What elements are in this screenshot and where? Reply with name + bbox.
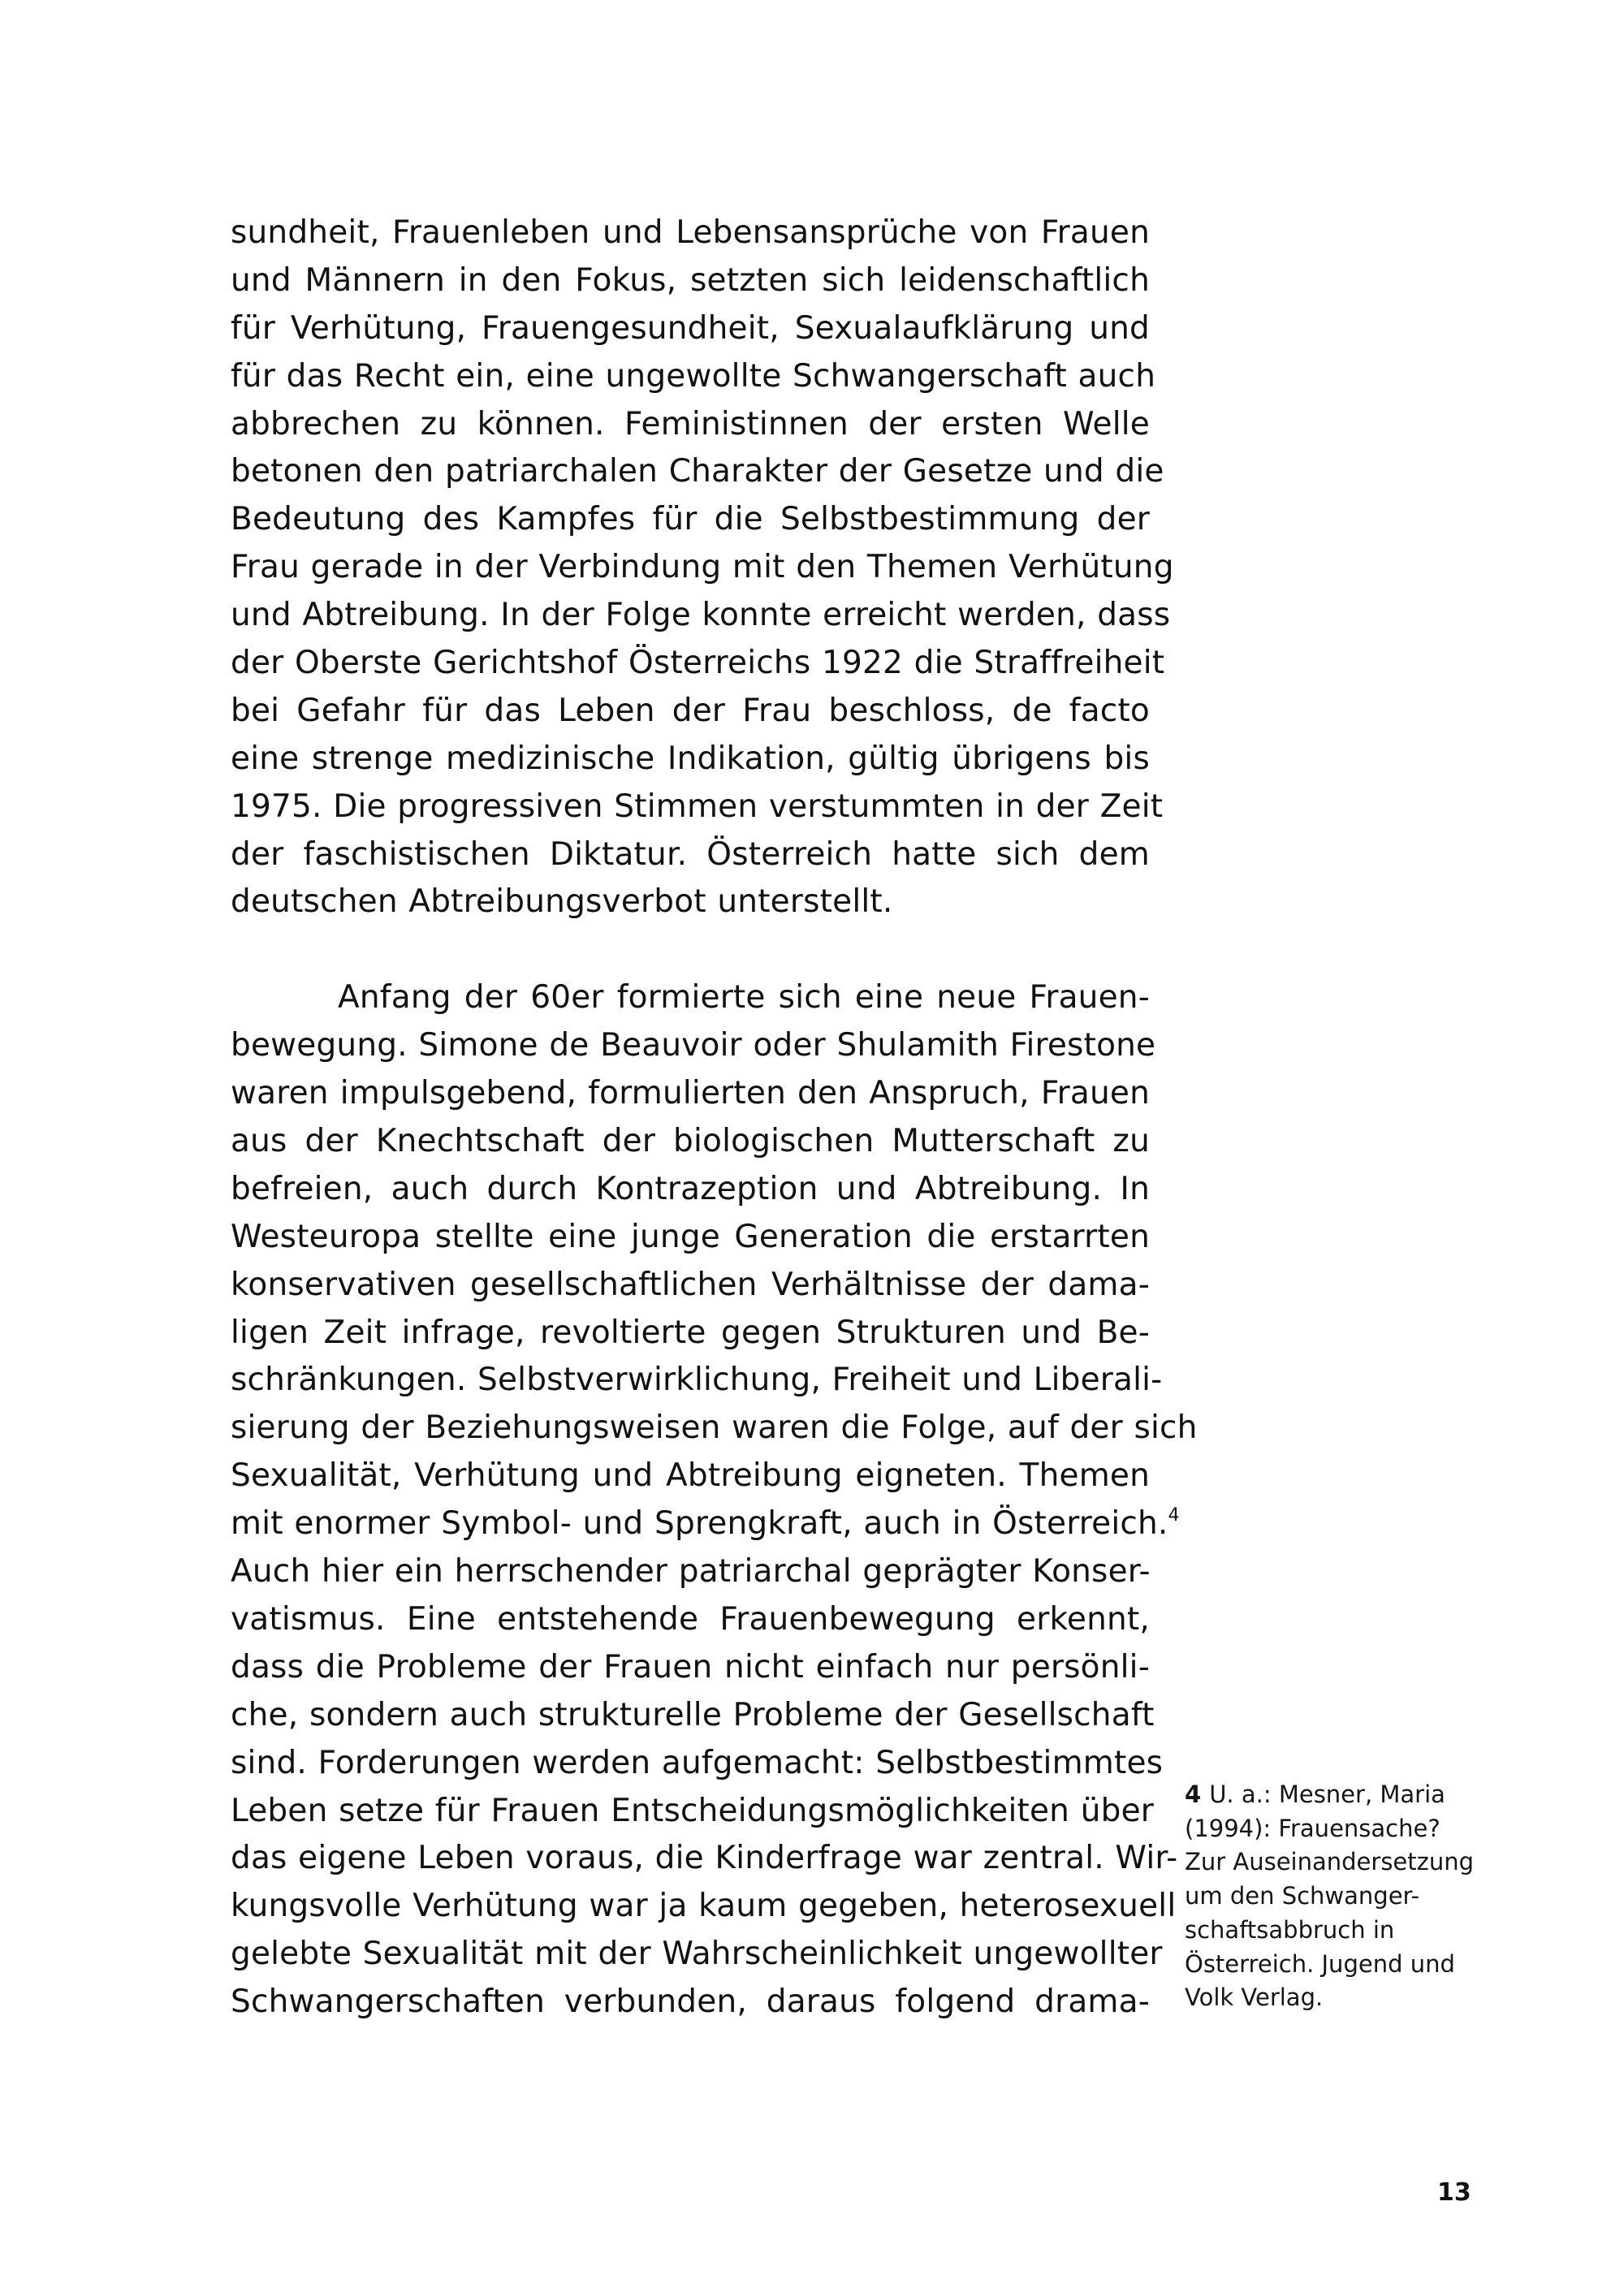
footnote-number: 4	[1185, 1781, 1202, 1808]
text-line: der faschistischen Diktatur. Österreich hatte sich dem	[231, 835, 1150, 873]
text-line: sind. Forderungen werden aufgemacht: Selbstbestimmtes	[231, 1744, 1164, 1781]
text-line: bei Gefahr für das Leben der Frau beschloss, de facto	[231, 692, 1150, 729]
text-line: deutschen Abtreibungsverbot unterstellt.	[231, 883, 893, 921]
footnote-text-line: Volk Verlag.	[1185, 1983, 1324, 2012]
main-text-column	[231, 209, 1198, 2027]
text-line: kungsvolle Verhütung war ja kaum gegeben, heterosexuell	[231, 1888, 1177, 1925]
text-line: das eigene Leben voraus, die Kinderfrage war zentral. Wir-	[231, 1840, 1178, 1877]
paragraph-gap	[231, 926, 1150, 974]
text-line: für das Recht ein, eine ungewollte Schwangerschaft auch	[231, 357, 1156, 395]
text-line: sundheit, Frauenleben und Lebensansprüche von Frauen	[231, 214, 1150, 251]
text-line: waren impulsgebend, formulierten den Anspruch, Frauen	[231, 1075, 1150, 1112]
text-line: che, sondern auch strukturelle Probleme der Gesellschaft	[231, 1696, 1155, 1733]
paragraph-2	[231, 974, 1198, 2027]
paragraph-1	[231, 209, 1174, 926]
footnote-text-line: Österreich. Jugend und	[1185, 1949, 1455, 1978]
text-line: Sexualität, Verhütung und Abtreibung eigneten. Themen	[231, 1457, 1150, 1495]
text-line: dass die Probleme der Frauen nicht einfach nur persönli-	[231, 1648, 1150, 1686]
text-line: Auch hier ein herrschender patriarchal geprägter Konser-	[231, 1553, 1151, 1591]
footnote-reference-line	[231, 1500, 1180, 1548]
text-line: befreien, auch durch Kontrazeption und Abtreibung. In	[231, 1170, 1150, 1207]
text-line: Frau gerade in der Verbindung mit den Themen Verhütung	[231, 549, 1174, 586]
text-line: schränkungen. Selbstverwirklichung, Freiheit und Liberali-	[231, 1362, 1163, 1399]
text-line: Westeuropa stellte eine junge Generation die erstarrten	[231, 1218, 1150, 1255]
text-line: Leben setze für Frauen Entscheidungsmöglichkeiten über	[231, 1792, 1154, 1829]
text-line: Bedeutung des Kampfes für die Selbstbestimmung der	[231, 501, 1150, 538]
text-line: vatismus. Eine entstehende Frauenbewegung erkennt,	[231, 1600, 1150, 1638]
text-line: Anfang der 60er formierte sich eine neue Frauen-	[338, 979, 1150, 1017]
text-line: abbrechen zu können. Feministinnen der ersten Welle	[231, 405, 1150, 442]
text-line: aus der Knechtschaft der biologischen Mutterschaft zu	[231, 1123, 1150, 1160]
footnote-reference-marker[interactable]: 4	[1168, 1505, 1180, 1526]
text-line: ligen Zeit infrage, revoltierte gegen Strukturen und Be-	[231, 1314, 1150, 1351]
text-line: und Männern in den Fokus, setzten sich leidenschaftlich	[231, 261, 1150, 299]
text-line: und Abtreibung. In der Folge konnte erreicht werden, dass	[231, 597, 1171, 634]
text-line: 1975. Die progressiven Stimmen verstummten in der Zeit	[231, 788, 1164, 825]
footnote	[1185, 1778, 1475, 2015]
text-line: für Verhütung, Frauengesundheit, Sexualaufklärung und	[231, 309, 1150, 347]
footnote-first-line	[1185, 1778, 1461, 1812]
text-line: sierung der Beziehungsweisen waren die Folge, auf der sich	[231, 1409, 1198, 1447]
text-line: konservativen gesellschaftlichen Verhältnisse der dama-	[231, 1266, 1150, 1303]
text-line: der Oberste Gerichtshof Österreichs 1922 die Straffreiheit	[231, 645, 1165, 682]
text-line: betonen den patriarchalen Charakter der Gesetze und die	[231, 453, 1164, 490]
text-line: Schwangerschaften verbunden, daraus folgend drama-	[231, 1983, 1150, 2021]
footnote-text-line: um den Schwanger-	[1185, 1882, 1420, 1910]
footnote-text-line: (1994): Frauensache?	[1185, 1814, 1440, 1842]
text-line: eine strenge medizinische Indikation, gültig übrigens bis	[231, 740, 1150, 777]
text-line: bewegung. Simone de Beauvoir oder Shulamith Firestone	[231, 1027, 1156, 1064]
page-number: 13	[1437, 2178, 1471, 2207]
reference-line-text: mit enormer Symbol- und Sprengkraft, auch in Österreich.	[231, 1505, 1168, 1543]
text-line: gelebte Sexualität mit der Wahrscheinlichkeit ungewollter	[231, 1936, 1163, 1973]
footnote-text-line: Zur Auseinandersetzung	[1185, 1848, 1475, 1876]
footnote-text-line: schaftsabbruch in	[1185, 1915, 1395, 1944]
footnote-text-line: U. a.: Mesner, Maria	[1209, 1781, 1445, 1808]
